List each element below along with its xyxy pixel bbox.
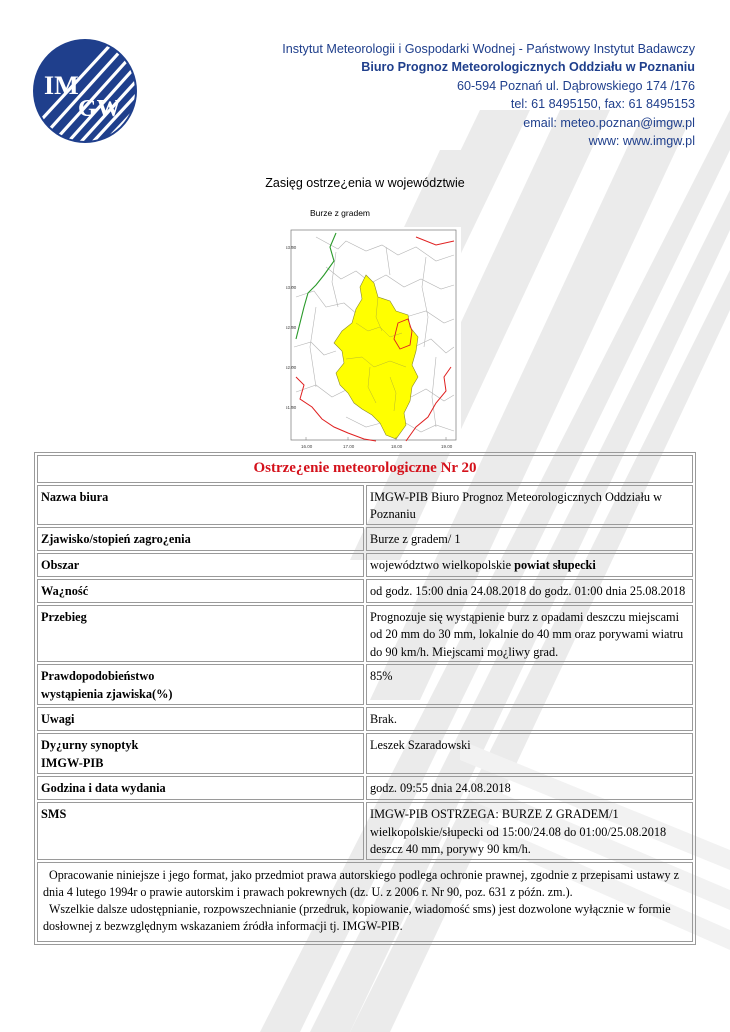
- map-subtitle: Burze z gradem: [310, 208, 370, 218]
- copyright-paragraph: Opracowanie niniejsze i jego format, jako przedmiot prawa autorskiego podlega ochronie prawnej, zgodnie z przepisami ustawy z dnia 4 lutego 1994r o prawie autorskim i prawach pokrewnych (dz. U. z 2006 r. Nr 90, poz. 631 z późn. zm.).: [43, 867, 679, 899]
- logo-text-bottom: GW: [78, 96, 121, 122]
- warning-map: [286, 227, 461, 452]
- row-value: IMGW-PIB Biuro Prognoz Meteorologicznych Oddziału w Poznaniu: [366, 485, 693, 525]
- y-tick-label: 53.50: [286, 245, 297, 250]
- table-row: [37, 733, 693, 774]
- logo-text-top: IM: [44, 71, 79, 100]
- row-value: Prognozuje się wystąpienie burz z opadami deszczu miejscami od 20 mm do 30 mm, lokalnie do 40 mm oraz porywami wiatru do 90 km/h. Miejscami mo¿liwy grad.: [366, 605, 693, 663]
- table-row: [37, 707, 693, 731]
- warning-table: [34, 452, 696, 945]
- row-label: Godzina i data wydania: [37, 776, 364, 800]
- table-row: [37, 579, 693, 603]
- row-value: Brak.: [366, 707, 693, 731]
- row-value: Burze z gradem/ 1: [366, 527, 693, 551]
- row-label: [37, 664, 364, 705]
- table-row: [37, 485, 693, 525]
- row-value: IMGW-PIB OSTRZEGA: BURZE Z GRADEM/1 wielkopolskie/słupecki od 15:00/24.08 do 01:00/25.08.2018 deszcz 40 mm, porywy 90 km/h.: [366, 802, 693, 860]
- row-label-line: Prawdopodobieństwo: [41, 669, 155, 683]
- table-row: [37, 605, 693, 663]
- row-value: godz. 09:55 dnia 24.08.2018: [366, 776, 693, 800]
- copyright-footer: [37, 862, 693, 942]
- table-row: [37, 527, 693, 551]
- imgw-logo: [30, 36, 140, 146]
- row-label: Zjawisko/stopień zagro¿enia: [37, 527, 364, 551]
- table-row: [37, 553, 693, 577]
- row-value: [366, 553, 693, 577]
- y-tick-label: 53.00: [286, 285, 297, 290]
- row-label: Obszar: [37, 553, 364, 577]
- row-label: Wa¿ność: [37, 579, 364, 603]
- y-tick-label: 51.50: [286, 405, 297, 410]
- office-name: Biuro Prognoz Meteorologicznych Oddziału w Poznaniu: [361, 60, 695, 75]
- row-label: Uwagi: [37, 707, 364, 731]
- table-row: [37, 802, 693, 860]
- row-label: Przebieg: [37, 605, 364, 663]
- row-label-line: Dy¿urny synoptyk: [41, 738, 139, 752]
- row-label: Nazwa biura: [37, 485, 364, 525]
- row-label-line: wystąpienia zjawiska(%): [41, 686, 173, 701]
- x-tick-label: 17.00: [343, 444, 355, 449]
- website[interactable]: www: www.imgw.pl: [588, 134, 695, 149]
- phone-fax: tel: 61 8495150, fax: 61 8495153: [510, 97, 695, 112]
- row-label: [37, 733, 364, 774]
- warning-title: Ostrze¿enie meteorologiczne Nr 20: [37, 455, 693, 483]
- row-label-line: IMGW-PIB: [41, 755, 104, 770]
- row-label: SMS: [37, 802, 364, 860]
- header-contact: [282, 40, 695, 150]
- x-tick-label: 18.00: [391, 444, 403, 449]
- x-tick-label: 19.00: [441, 444, 453, 449]
- institute-name: Instytut Meteorologii i Gospodarki Wodnej - Państwowy Instytut Badawczy: [282, 42, 695, 56]
- email[interactable]: email: meteo.poznan@imgw.pl: [523, 115, 695, 130]
- address: 60-594 Poznań ul. Dąbrowskiego 174 /176: [456, 78, 695, 93]
- x-tick-label: 16.00: [301, 444, 313, 449]
- redistribution-paragraph: Wszelkie dalsze udostępnianie, rozpowszechnianie (przedruk, kopiowanie, wiadomość sms) jest dozwolone wyłącznie w formie dosłownej z bezwzględnym wskazaniem źródła informacji tj. IMGW-PIB.: [43, 901, 671, 933]
- row-value: od godz. 15:00 dnia 24.08.2018 do godz. 01:00 dnia 25.08.2018: [366, 579, 693, 603]
- y-tick-label: 52.50: [286, 325, 297, 330]
- area-province: województwo wielkopolskie: [370, 557, 512, 572]
- table-row: [37, 664, 693, 705]
- map-title: Zasięg ostrze¿enia w województwie: [265, 176, 465, 190]
- row-value: 85%: [366, 664, 693, 705]
- area-county: powiat słupecki: [514, 557, 596, 572]
- table-row: [37, 776, 693, 800]
- row-value: Leszek Szaradowski: [366, 733, 693, 774]
- y-tick-label: 52.00: [286, 365, 297, 370]
